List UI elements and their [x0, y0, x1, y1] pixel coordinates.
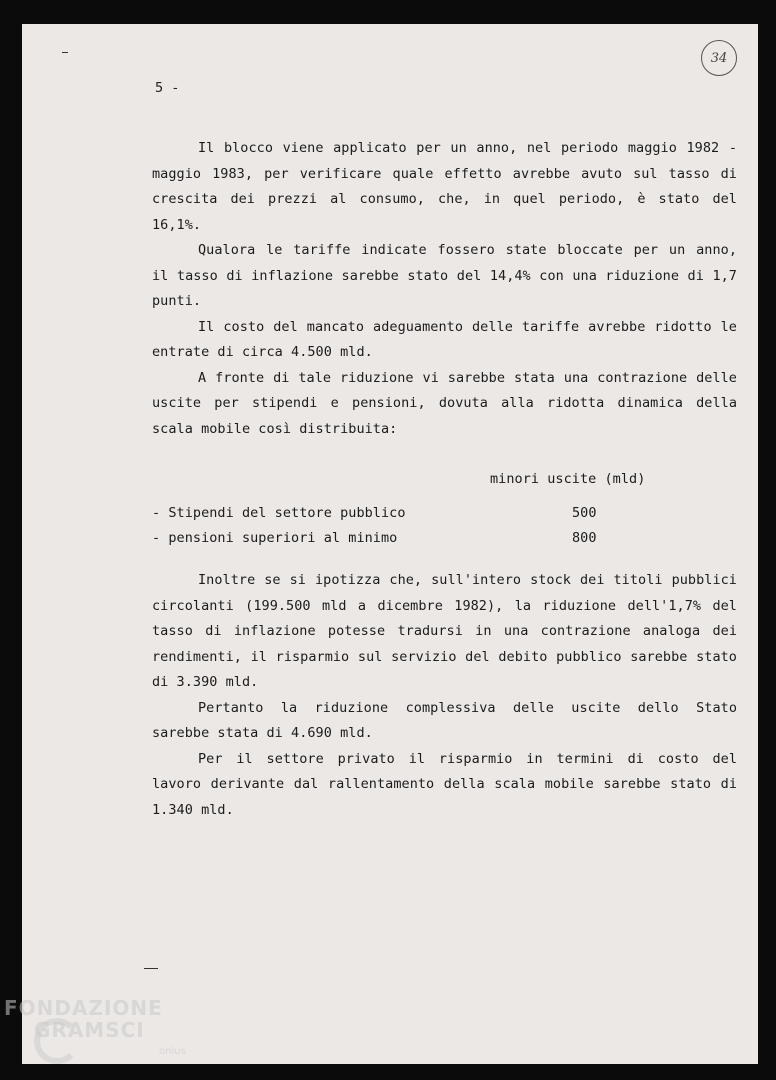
archive-stamp: 34 — [701, 40, 737, 76]
scan-speck — [62, 52, 68, 53]
scan-speck — [144, 968, 158, 969]
paragraph: Il blocco viene applicato per un anno, nel periodo maggio 1982 - maggio 1983, per verificare quale effetto avrebbe avuto sul tasso di crescita dei prezzi al consumo, che, in quel periodo, è stato del 16,1%. — [152, 140, 737, 233]
table-row-value: 800 — [572, 530, 597, 546]
page-number: 5 - — [155, 80, 180, 96]
table-row — [152, 501, 612, 527]
paragraph: Il costo del mancato adeguamento delle tariffe avrebbe ridotto le entrate di circa 4.500 mld. — [152, 318, 737, 360]
paragraph: A fronte di tale riduzione vi sarebbe stata una contrazione delle uscite per stipendi e pensioni, dovuta alla ridotta dinamica della scala mobile così distribuita: — [152, 369, 737, 437]
table-row-value: 500 — [572, 505, 597, 521]
paragraph: Qualora le tariffe indicate fossero state bloccate per un anno, il tasso di inflazione sarebbe stato del 14,4% con una riduzione di 1,7 punti. — [152, 242, 737, 309]
watermark-line1: FONDAZIONE — [4, 996, 163, 1020]
table-row — [152, 526, 612, 552]
expenditure-table — [152, 459, 737, 551]
paragraph: Inoltre se si ipotizza che, sull'intero stock dei titoli pubblici circolanti (199.500 mld a dicembre 1982), la riduzione dell'1,7% del tasso di inflazione potesse tradursi in una contrazione analoga dei rendimenti, il risparmio sul servizio del debito pubblico sarebbe stato di 3.390 mld. — [152, 572, 737, 690]
document-page — [22, 24, 758, 1064]
watermark-line3: onlus — [159, 1046, 186, 1057]
paragraph: Pertanto la riduzione complessiva delle uscite dello Stato sarebbe stata di 4.690 mld. — [152, 699, 737, 741]
table-row-label: - pensioni superiori al minimo — [152, 530, 398, 546]
paragraph: Per il settore privato il risparmio in termini di costo del lavoro derivante dal rallentamento della scala mobile sarebbe stato di 1.340 mld. — [152, 750, 737, 818]
table-header: minori uscite (mld) — [490, 471, 646, 487]
archive-watermark — [4, 992, 204, 1072]
watermark-line2: GRAMSCI — [34, 1018, 145, 1042]
document-body — [152, 136, 737, 823]
table-row-label: - Stipendi del settore pubblico — [152, 505, 406, 521]
